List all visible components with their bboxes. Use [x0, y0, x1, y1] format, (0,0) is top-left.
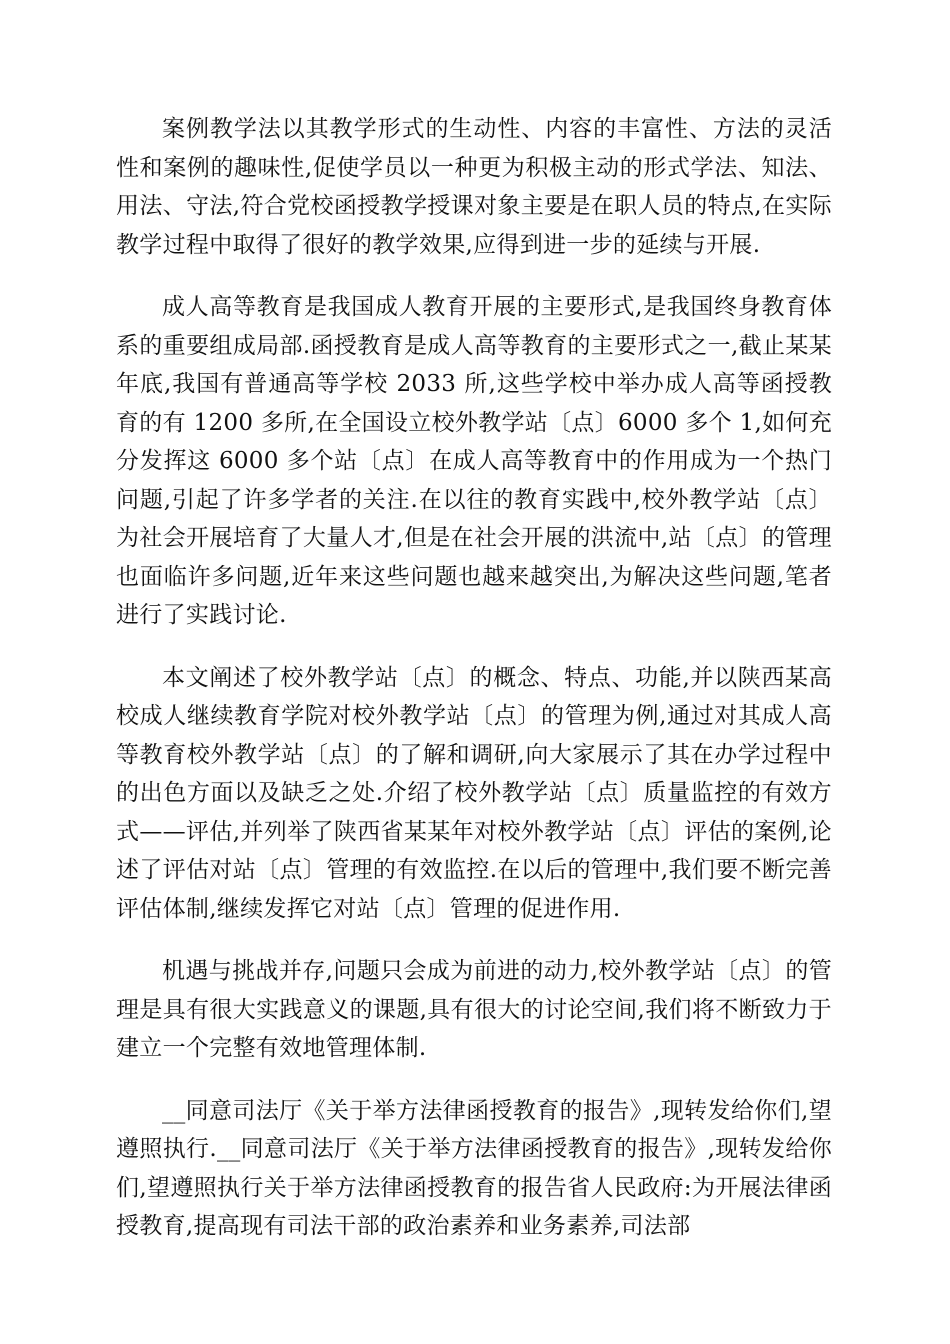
paragraph-adult-education: 成人高等教育是我国成人教育开展的主要形式,是我国终身教育体系的重要组成局部.函授教育是成人高等教育的主要形式之一,截止某某年底,我国有普通高等学校 2033 所,这些学校中举办成人高等函授教育的有 1200 多所,在全国设立校外教学站〔点〕6000 多个 1,如何充分发挥这 6000 多个站〔点〕在成人高等教育中的作用成为一个热门问题,引起了许多学者的关注.在以往的教育实践中,校外教学站〔点〕为社会开展培育了大量人才,但是在社会开展的洪流中,站〔点〕的管理也面临许多问题,近年来这些问题也越来越突出,为解决这些问题,笔者进行了实践讨论.: [116, 294, 832, 628]
document-body: [116, 110, 832, 1270]
paragraph-legal-correspondence: __同意司法厅《关于举方法律函授教育的报告》,现转发给你们,望遵照执行.__同意司法厅《关于举方法律函授教育的报告》,现转发给你们,望遵照执行关于举方法律函授教育的报告省人民政府:为开展法律函授教育,提高现有司法干部的政治素养和业务素养,司法部: [116, 1097, 832, 1239]
paragraph-case-teaching: 案例教学法以其教学形式的生动性、内容的丰富性、方法的灵活性和案例的趣味性,促使学员以一种更为积极主动的形式学法、知法、用法、守法,符合党校函授教学授课对象主要是在职人员的特点,在实际教学过程中取得了很好的教学效果,应得到进一步的延续与开展.: [116, 116, 832, 258]
paragraph-article-summary: 本文阐述了校外教学站〔点〕的概念、特点、功能,并以陕西某高校成人继续教育学院对校外教学站〔点〕的管理为例,通过对其成人高等教育校外教学站〔点〕的了解和调研,向大家展示了其在办学过程中的出色方面以及缺乏之处.介绍了校外教学站〔点〕质量监控的有效方式——评估,并列举了陕西省某某年对校外教学站〔点〕评估的案例,论述了评估对站〔点〕管理的有效监控.在以后的管理中,我们要不断完善评估体制,继续发挥它对站〔点〕管理的促进作用.: [116, 664, 832, 922]
paragraph-opportunity-challenge: 机遇与挑战并存,问题只会成为前进的动力,校外教学站〔点〕的管理是具有很大实践意义的课题,具有很大的讨论空间,我们将不断致力于建立一个完整有效地管理体制.: [116, 958, 832, 1061]
